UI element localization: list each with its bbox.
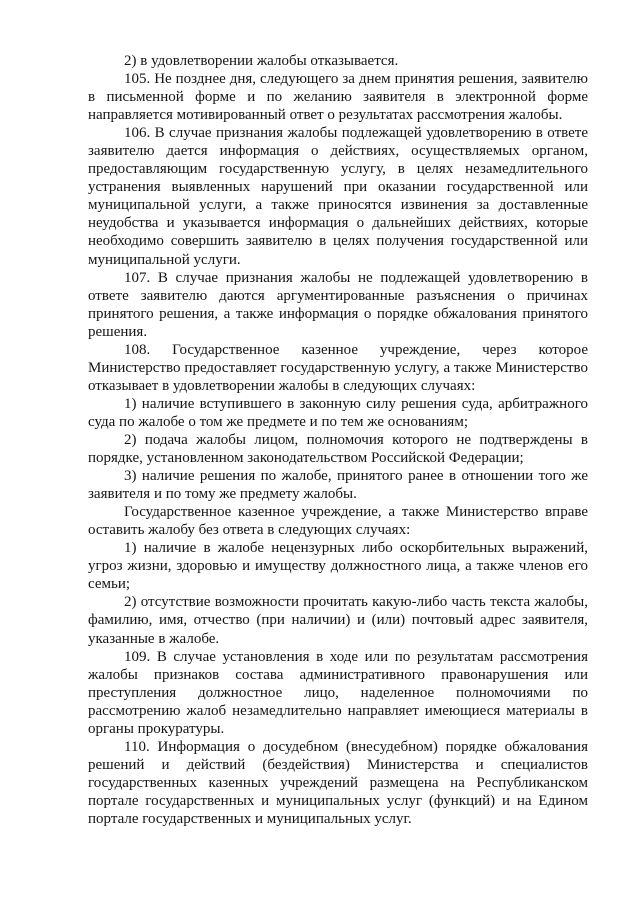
paragraph-107: 107. В случае признания жалобы не подлежащей удовлетворению в ответе заявителю даются аргументированные разъяснения о причинах принятого решения, а также информация о порядке обжалования принятого решения. — [88, 269, 588, 340]
paragraph-no-answer-item-2: 2) отсутствие возможности прочитать какую-либо часть текста жалобы, фамилию, имя, отчество (при наличии) и (или) почтовый адрес заявителя, указанные в жалобе. — [88, 594, 588, 647]
paragraph-refusal-item-2: 2) в удовлетворении жалобы отказывается. — [124, 53, 399, 69]
paragraph-no-answer-intro: Государственное казенное учреждение, а также Министерство вправе оставить жалобу без ответа в следующих случаях: — [88, 504, 588, 539]
paragraph-106: 106. В случае признания жалобы подлежащей удовлетворению в ответе заявителю дается информация о действиях, осуществляемых органом, предоставляющим государственную услугу, в целях незамедлительного устранения выявленных нарушений при оказании государственной или муниципальной услуги, а также приносятся извинения за доставленные неудобства и указывается информация о дальнейших действиях, которые необходимо совершить заявителю в целях получения государственной или муниципальной услуги. — [88, 125, 588, 268]
paragraph-110: 110. Информация о досудебном (внесудебном) порядке обжалования решений и действий (бездействия) Министерства и специалистов государственных казенных учреждений размещена на Республиканском портале государственных и муниципальных услуг (функций) и на Едином портале государственных и муниципальных услуг. — [88, 738, 588, 827]
paragraph-109: 109. В случае установления в ходе или по результатам рассмотрения жалобы признаков состава административного правонарушения или преступления должностное лицо, наделенное полномочиями по рассмотрению жалоб незамедлительно направляет имеющиеся материалы в органы прокуратуры. — [88, 648, 588, 737]
paragraph-no-answer-item-1: 1) наличие в жалобе нецензурных либо оскорбительных выражений, угроз жизни, здоровью и имуществу должностного лица, а также членов его семьи; — [88, 540, 588, 593]
document-page — [88, 52, 588, 828]
paragraph-108-item-2: 2) подача жалобы лицом, полномочия которого не подтверждены в порядке, установленном законодательством Российской Федерации; — [88, 431, 588, 467]
paragraph-108: 108. Государственное казенное учреждение, через которое Министерство предоставляет государственную услугу, а также Министерство отказывает в удовлетворении жалобы в следующих случаях: — [88, 341, 588, 394]
paragraph-108-item-3: 3) наличие решения по жалобе, принятого ранее в отношении того же заявителя и по тому же предмету жалобы. — [88, 468, 588, 503]
paragraph-108-item-1: 1) наличие вступившего в законную силу решения суда, арбитражного суда по жалобе о том же предмете и по тем же основаниям; — [88, 395, 588, 430]
paragraph-105: 105. Не позднее дня, следующего за днем принятия решения, заявителю в письменной форме и по желанию заявителя в электронной форме направляется мотивированный ответ о результатах рассмотрения жалобы. — [88, 71, 588, 124]
